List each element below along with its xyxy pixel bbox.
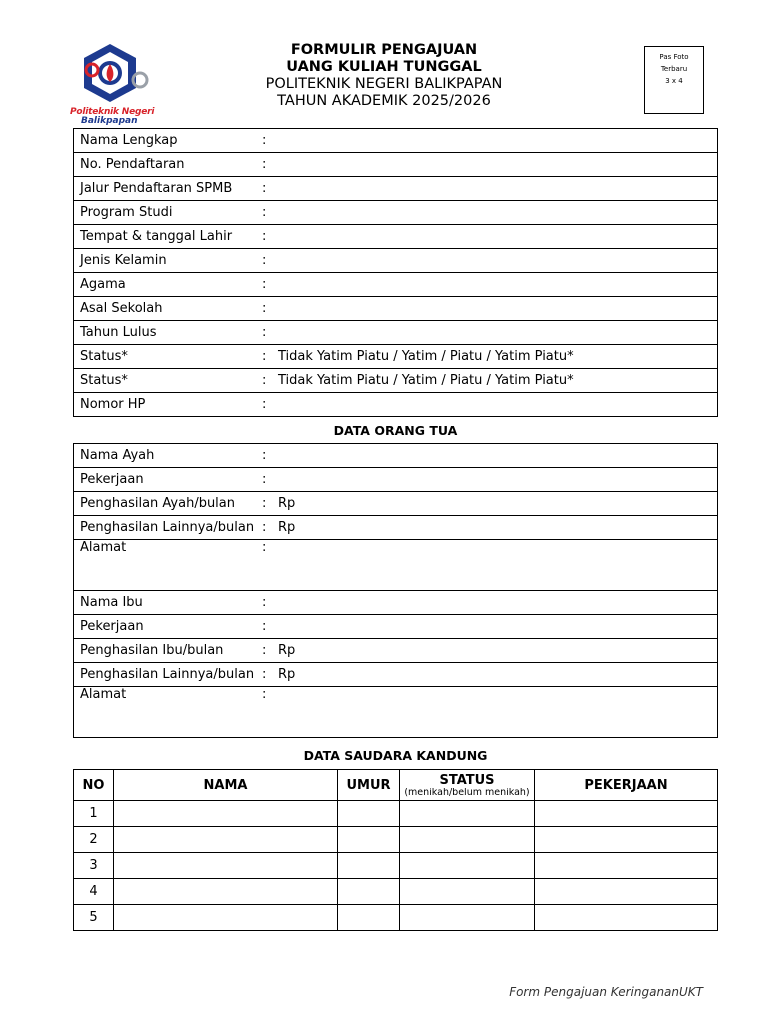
colon: :	[262, 177, 272, 201]
col-header-nama: NAMA	[114, 770, 338, 801]
cell-umur[interactable]	[338, 801, 400, 827]
form-row	[74, 153, 718, 177]
form-row	[74, 663, 718, 687]
cell-nama[interactable]	[114, 905, 338, 931]
cell-status[interactable]	[400, 801, 535, 827]
table-row	[74, 801, 718, 827]
cell-pekerjaan[interactable]	[535, 853, 718, 879]
field-label: Alamat	[74, 540, 263, 591]
form-row	[74, 297, 718, 321]
form-row	[74, 687, 718, 738]
field-value[interactable]: Rp	[272, 639, 718, 663]
field-label: Nomor HP	[74, 393, 263, 417]
field-label: Program Studi	[74, 201, 263, 225]
field-label: No. Pendaftaran	[74, 153, 263, 177]
colon: :	[262, 663, 272, 687]
col-header-status-label: STATUS	[439, 772, 495, 788]
section-heading-parents: DATA ORANG TUA	[333, 423, 458, 438]
field-label: Nama Ibu	[74, 591, 263, 615]
form-row	[74, 345, 718, 369]
parents-data-table	[73, 443, 718, 738]
cell-pekerjaan[interactable]	[535, 879, 718, 905]
field-value[interactable]	[272, 201, 718, 225]
cell-pekerjaan[interactable]	[535, 827, 718, 853]
cell-umur[interactable]	[338, 879, 400, 905]
form-row	[74, 492, 718, 516]
colon: :	[262, 516, 272, 540]
field-label: Tempat & tanggal Lahir	[74, 225, 263, 249]
page-footer: Form Pengajuan KeringananUKT	[509, 985, 703, 999]
title-line3: POLITEKNIK NEGERI BALIKPAPAN	[265, 76, 503, 92]
cell-umur[interactable]	[338, 827, 400, 853]
field-value[interactable]	[272, 321, 718, 345]
form-row	[74, 129, 718, 153]
cell-status[interactable]	[400, 879, 535, 905]
colon: :	[262, 591, 272, 615]
field-value[interactable]	[272, 591, 718, 615]
student-data-table	[73, 128, 718, 417]
field-value[interactable]	[272, 177, 718, 201]
form-row	[74, 369, 718, 393]
colon: :	[262, 129, 272, 153]
form-row	[74, 516, 718, 540]
cell-status[interactable]	[400, 905, 535, 931]
form-row	[74, 591, 718, 615]
field-label: Agama	[74, 273, 263, 297]
section-heading-siblings: DATA SAUDARA KANDUNG	[303, 748, 488, 763]
cell-umur[interactable]	[338, 905, 400, 931]
colon: :	[262, 345, 272, 369]
table-row	[74, 853, 718, 879]
field-label: Penghasilan Lainnya/bulan	[74, 516, 263, 540]
photo-box	[644, 46, 704, 114]
field-label: Asal Sekolah	[74, 297, 263, 321]
colon: :	[262, 273, 272, 297]
col-header-umur: UMUR	[338, 770, 400, 801]
table-row	[74, 905, 718, 931]
field-value[interactable]	[272, 393, 718, 417]
field-value[interactable]: Tidak Yatim Piatu / Yatim / Piatu / Yatim Piatu*	[272, 369, 718, 393]
cell-nama[interactable]	[114, 827, 338, 853]
form-row	[74, 201, 718, 225]
field-label: Nama Ayah	[74, 444, 263, 468]
cell-pekerjaan[interactable]	[535, 801, 718, 827]
field-label: Penghasilan Ayah/bulan	[74, 492, 263, 516]
colon: :	[262, 615, 272, 639]
colon: :	[262, 201, 272, 225]
field-value[interactable]: Rp	[272, 663, 718, 687]
colon: :	[262, 444, 272, 468]
logo-text-line2: Balikpapan	[81, 116, 138, 126]
colon: :	[262, 468, 272, 492]
field-label: Alamat	[74, 687, 263, 738]
title-line4: TAHUN AKADEMIK 2025/2026	[277, 93, 491, 109]
field-label: Nama Lengkap	[74, 129, 263, 153]
colon: :	[262, 540, 272, 591]
colon: :	[262, 492, 272, 516]
row-number: 1	[74, 801, 114, 827]
field-value[interactable]	[272, 540, 718, 591]
table-row	[74, 827, 718, 853]
form-row	[74, 273, 718, 297]
field-value[interactable]	[272, 297, 718, 321]
field-label: Jenis Kelamin	[74, 249, 263, 273]
field-value[interactable]	[272, 129, 718, 153]
cell-status[interactable]	[400, 827, 535, 853]
field-label: Status*	[74, 369, 263, 393]
field-value[interactable]	[272, 249, 718, 273]
field-value[interactable]	[272, 225, 718, 249]
form-row	[74, 468, 718, 492]
logo-text-line1: Politeknik Negeri	[70, 107, 155, 117]
form-row	[74, 249, 718, 273]
field-label: Jalur Pendaftaran SPMB	[74, 177, 263, 201]
field-value[interactable]	[272, 615, 718, 639]
field-value[interactable]	[272, 444, 718, 468]
field-value[interactable]: Rp	[272, 516, 718, 540]
colon: :	[262, 369, 272, 393]
field-value[interactable]	[272, 273, 718, 297]
colon: :	[262, 297, 272, 321]
title-line2: UANG KULIAH TUNGGAL	[286, 59, 482, 75]
cell-pekerjaan[interactable]	[535, 905, 718, 931]
title-line1: FORMULIR PENGAJUAN	[290, 42, 478, 58]
cell-nama[interactable]	[114, 879, 338, 905]
form-row	[74, 639, 718, 663]
field-label: Pekerjaan	[74, 468, 263, 492]
field-value[interactable]: Rp	[272, 492, 718, 516]
form-row	[74, 393, 718, 417]
row-number: 3	[74, 853, 114, 879]
cell-umur[interactable]	[338, 853, 400, 879]
cell-status[interactable]	[400, 853, 535, 879]
colon: :	[262, 393, 272, 417]
field-label: Status*	[74, 345, 263, 369]
row-number: 5	[74, 905, 114, 931]
form-row	[74, 321, 718, 345]
field-label: Penghasilan Lainnya/bulan	[74, 663, 263, 687]
form-row	[74, 177, 718, 201]
photo-label-1: Pas Foto	[659, 53, 689, 61]
field-value[interactable]: Tidak Yatim Piatu / Yatim / Piatu / Yatim Piatu*	[272, 345, 718, 369]
field-value[interactable]	[272, 687, 718, 738]
col-header-pekerjaan: PEKERJAAN	[535, 770, 718, 801]
table-row	[74, 879, 718, 905]
field-value[interactable]	[272, 468, 718, 492]
colon: :	[262, 321, 272, 345]
siblings-table	[73, 769, 718, 931]
col-header-status-sub: (menikah/belum menikah)	[404, 787, 530, 798]
form-row	[74, 225, 718, 249]
col-header-no: NO	[74, 770, 114, 801]
form-row	[74, 615, 718, 639]
row-number: 2	[74, 827, 114, 853]
colon: :	[262, 225, 272, 249]
colon: :	[262, 687, 272, 738]
form-row	[74, 444, 718, 468]
row-number: 4	[74, 879, 114, 905]
field-label: Tahun Lulus	[74, 321, 263, 345]
form-row	[74, 540, 718, 591]
photo-label-2: Terbaru	[660, 65, 688, 73]
colon: :	[262, 639, 272, 663]
colon: :	[262, 249, 272, 273]
col-header-status	[400, 770, 535, 801]
cell-nama[interactable]	[114, 853, 338, 879]
cell-nama[interactable]	[114, 801, 338, 827]
colon: :	[262, 153, 272, 177]
table-header-row	[74, 770, 718, 801]
field-label: Pekerjaan	[74, 615, 263, 639]
field-value[interactable]	[272, 153, 718, 177]
photo-label-3: 3 x 4	[665, 77, 683, 85]
form-title	[190, 42, 578, 110]
field-label: Penghasilan Ibu/bulan	[74, 639, 263, 663]
